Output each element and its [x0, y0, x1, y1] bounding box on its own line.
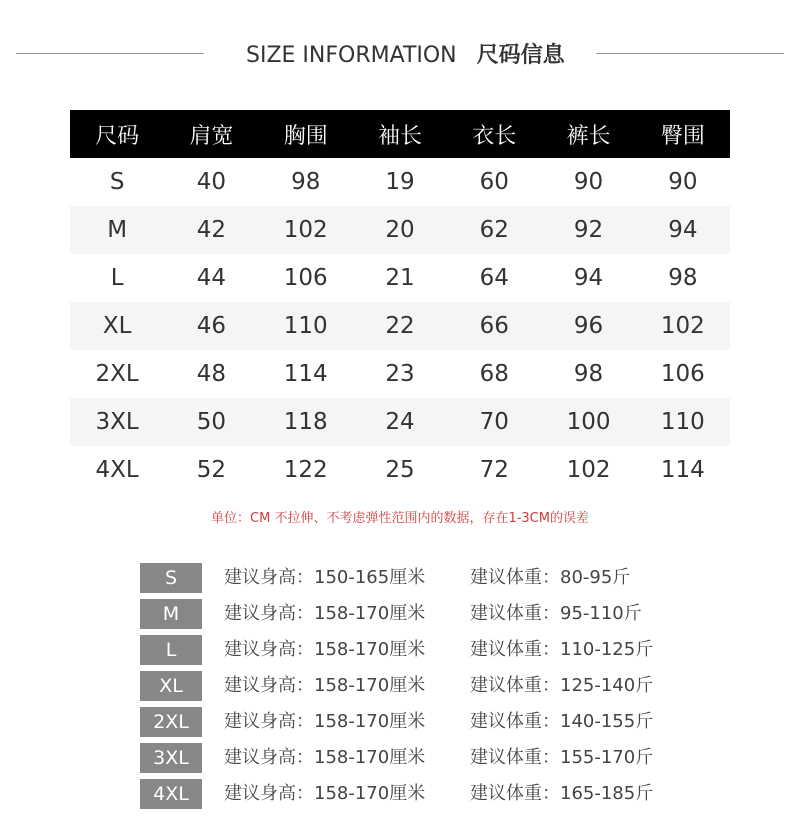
cell: 90 — [668, 169, 698, 195]
table-row — [70, 350, 730, 398]
header-hip: 臀围 — [660, 123, 705, 149]
title-english: SIZE INFORMATION — [246, 43, 457, 68]
cell: 52 — [196, 457, 227, 483]
cell: L — [110, 265, 124, 291]
cell: 62 — [479, 217, 509, 243]
size-table — [70, 110, 730, 494]
cell: 102 — [660, 313, 705, 339]
recommendation-list — [140, 563, 700, 815]
recommendation-row — [140, 707, 700, 737]
cell: 40 — [196, 169, 227, 195]
recommended-height: 建议身高：158-170厘米 — [224, 639, 426, 660]
size-badge: 4XL — [140, 779, 202, 809]
recommended-weight: 建议体重：95-110斤 — [470, 603, 642, 624]
cell: 42 — [196, 217, 227, 243]
cell: 110 — [660, 409, 705, 435]
size-badge: S — [140, 563, 202, 593]
header-sleeve: 袖长 — [377, 123, 422, 149]
cell: 98 — [668, 265, 698, 291]
cell: 66 — [479, 313, 509, 339]
recommended-weight: 建议体重：165-185斤 — [470, 783, 654, 804]
recommended-height: 建议身高：158-170厘米 — [224, 747, 426, 768]
recommendation-row — [140, 599, 700, 629]
size-badge: XL — [140, 671, 202, 701]
cell: 114 — [283, 361, 328, 387]
cell: 98 — [573, 361, 604, 387]
title-chinese: 尺码信息 — [476, 43, 565, 68]
recommended-weight: 建议体重：140-155斤 — [470, 711, 654, 732]
cell: 21 — [385, 265, 415, 291]
header-pants-length: 裤长 — [566, 123, 611, 149]
size-badge: L — [140, 635, 202, 665]
cell: 44 — [196, 265, 227, 291]
table-row — [70, 206, 730, 254]
cell: 19 — [385, 169, 415, 195]
cell: 3XL — [95, 409, 139, 435]
cell: 106 — [660, 361, 705, 387]
recommended-weight: 建议体重：80-95斤 — [470, 567, 631, 588]
cell: 24 — [385, 409, 415, 435]
size-badge: 2XL — [140, 707, 202, 737]
cell: 102 — [566, 457, 611, 483]
cell: 4XL — [95, 457, 139, 483]
size-badge: 3XL — [140, 743, 202, 773]
section-title — [0, 34, 800, 74]
table-row — [70, 302, 730, 350]
cell: 94 — [573, 265, 604, 291]
cell: 122 — [283, 457, 328, 483]
cell: 23 — [385, 361, 415, 387]
cell: 60 — [479, 169, 509, 195]
cell: 106 — [283, 265, 328, 291]
cell: 110 — [283, 313, 328, 339]
table-row — [70, 254, 730, 302]
table-row — [70, 398, 730, 446]
cell: 72 — [479, 457, 509, 483]
cell: 70 — [479, 409, 509, 435]
cell: 25 — [385, 457, 415, 483]
header-size: 尺码 — [95, 123, 140, 149]
cell: 20 — [385, 217, 415, 243]
header-top-length: 衣长 — [472, 123, 517, 149]
header-shoulder: 肩宽 — [189, 123, 234, 149]
recommended-height: 建议身高：158-170厘米 — [224, 783, 426, 804]
cell: M — [107, 217, 128, 243]
cell: 118 — [283, 409, 328, 435]
cell: 90 — [573, 169, 604, 195]
title-divider-left — [16, 53, 204, 54]
cell: 50 — [196, 409, 227, 435]
header-chest: 胸围 — [283, 123, 328, 149]
recommendation-row — [140, 743, 700, 773]
cell: 98 — [291, 169, 321, 195]
cell: 68 — [479, 361, 509, 387]
table-row — [70, 446, 730, 494]
measurement-note: 单位：CM 不拉伸、不考虑弹性范围内的数据，存在1-3CM的误差 — [211, 511, 589, 526]
recommended-weight: 建议体重：125-140斤 — [470, 675, 654, 696]
cell: 100 — [566, 409, 611, 435]
cell: 2XL — [95, 361, 139, 387]
table-header-row — [70, 110, 730, 158]
title-divider-right — [596, 53, 784, 54]
recommended-height: 建议身高：158-170厘米 — [224, 603, 426, 624]
cell: 22 — [385, 313, 415, 339]
recommended-height: 建议身高：158-170厘米 — [224, 711, 426, 732]
cell: 96 — [573, 313, 604, 339]
cell: 114 — [660, 457, 705, 483]
size-badge: M — [140, 599, 202, 629]
cell: 48 — [196, 361, 227, 387]
recommendation-row — [140, 779, 700, 809]
recommendation-row — [140, 671, 700, 701]
cell: 92 — [573, 217, 604, 243]
recommended-weight: 建议体重：155-170斤 — [470, 747, 654, 768]
cell: 102 — [283, 217, 328, 243]
recommendation-row — [140, 563, 700, 593]
recommended-weight: 建议体重：110-125斤 — [470, 639, 654, 660]
cell: 64 — [479, 265, 509, 291]
cell: 46 — [196, 313, 227, 339]
recommended-height: 建议身高：150-165厘米 — [224, 567, 426, 588]
cell: XL — [102, 313, 132, 339]
table-row — [70, 158, 730, 206]
page-title — [246, 38, 565, 69]
recommended-height: 建议身高：158-170厘米 — [224, 675, 426, 696]
recommendation-row — [140, 635, 700, 665]
cell: S — [109, 169, 125, 195]
cell: 94 — [668, 217, 698, 243]
